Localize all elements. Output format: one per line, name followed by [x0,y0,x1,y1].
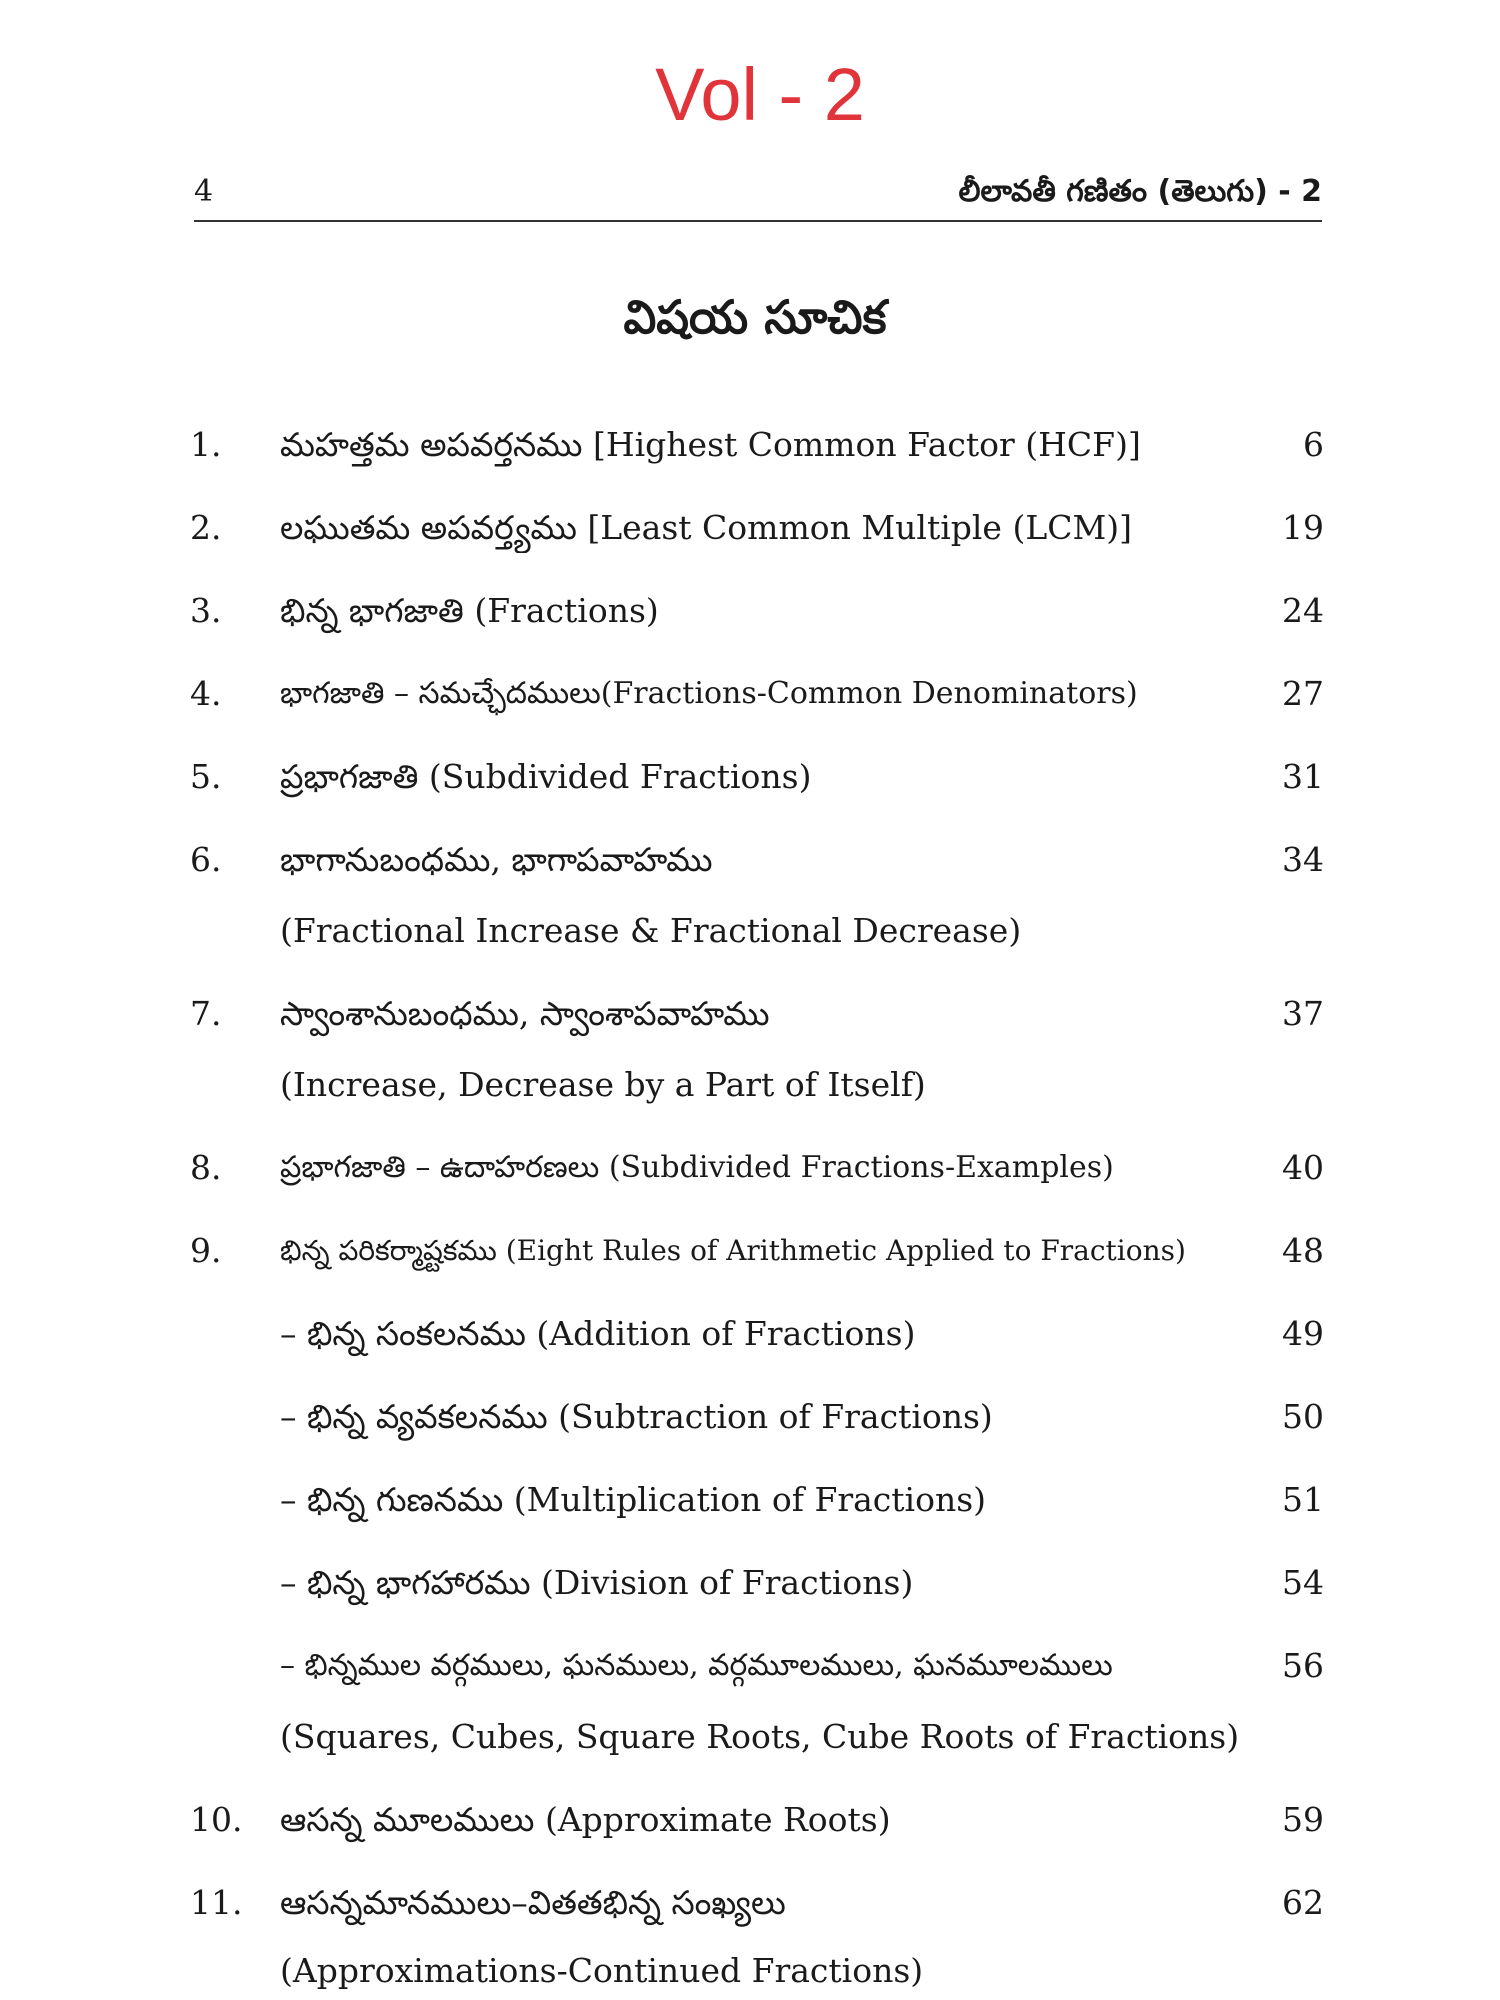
toc-entry-page: 40 [1282,1148,1324,1187]
toc-subentry [0,1475,1500,1525]
toc-entry [0,989,1500,1039]
toc-entry [0,503,1500,553]
toc-subentry [0,1558,1500,1608]
header-book-title: లీలావతీ గణితం (తెలుగు) - 2 [958,174,1322,209]
toc-entry [0,752,1500,802]
toc-entry-page: 6 [1303,425,1324,464]
toc-entry [0,1795,1500,1845]
toc-subentry [0,1392,1500,1442]
toc-entry-text: (Fractional Increase & Fractional Decrease) [280,911,1022,950]
toc-entry [0,420,1500,470]
toc-entry-page: 54 [1282,1563,1324,1602]
toc-entry-number: 5. [190,757,222,796]
toc-entry-page: 19 [1282,508,1324,547]
toc-entry-text: మహత్తమ అపవర్తనము [Highest Common Factor (HCF)] [280,425,1141,464]
toc-entry-number: 1. [190,425,222,464]
header-page-number: 4 [194,174,214,209]
toc-entry-text: – భిన్నముల వర్గములు, ఘనములు, వర్గమూలములు, ఘనమూలములు [280,1648,1113,1683]
toc-entry-page: 37 [1282,994,1324,1033]
toc-entry-page: 31 [1282,757,1324,796]
toc-entry-number: 2. [190,508,222,547]
toc-entry-page: 34 [1282,840,1324,879]
toc-entry-text: ప్రభాగజాతి – ఉదాహరణలు (Subdivided Fractions-Examples) [280,1150,1114,1185]
toc-entry-page: 51 [1282,1480,1324,1519]
toc-entry-page: 27 [1282,674,1324,713]
toc-entry-number: 9. [190,1231,222,1270]
toc-entry-text: – భిన్న గుణనము (Multiplication of Fractions) [280,1480,987,1519]
toc-entry-page: 59 [1282,1800,1324,1839]
toc-entry-number: 11. [190,1883,243,1922]
toc-entry [0,1226,1500,1276]
toc-entry-number: 8. [190,1148,222,1187]
toc-entry-number: 6. [190,840,222,879]
toc-entry-page: 62 [1282,1883,1324,1922]
toc-entry-number: 4. [190,674,222,713]
toc-entry-text: భాగానుబంధము, భాగాపవాహము [280,840,713,879]
toc-entry-text: స్వాంశానుబంధము, స్వాంశాపవాహము [280,994,770,1033]
toc-entry-page: 50 [1282,1397,1324,1436]
toc-entry-page: 49 [1282,1314,1324,1353]
toc-entry-text: లఘుతమ అపవర్త్యము [Least Common Multiple (LCM)] [280,508,1133,547]
toc-entry-text: ఆసన్న మూలములు (Approximate Roots) [280,1800,891,1839]
toc-subentry [0,1309,1500,1359]
toc-entry-text: (Increase, Decrease by a Part of Itself) [280,1065,926,1104]
toc-entry-page: 24 [1282,591,1324,630]
header-divider [194,220,1322,222]
toc-entry-continuation [0,1946,1500,1996]
toc-entry-text: (Approximations-Continued Fractions) [280,1951,924,1990]
page-title: విషయ సూచిక [623,290,887,344]
volume-label: Vol - 2 [655,53,865,136]
toc-subentry [0,1641,1500,1691]
toc-entry-number: 3. [190,591,222,630]
toc-entry-text: – భిన్న భాగహారము (Division of Fractions) [280,1563,914,1602]
toc-entry-text: భిన్న భాగజాతి (Fractions) [280,591,659,630]
toc-entry-text: – భిన్న సంకలనము (Addition of Fractions) [280,1314,916,1353]
toc-entry-text: ఆసన్నమానములు–వితతభిన్న సంఖ్యలు [280,1883,786,1922]
toc-entry-continuation [0,1712,1500,1762]
toc-entry-text: భిన్న పరికర్మాష్టకము (Eight Rules of Arithmetic Applied to Fractions) [280,1234,1186,1267]
toc-entry-number: 10. [190,1800,243,1839]
toc-entry-continuation [0,906,1500,956]
toc-entry-text: భాగజాతి – సమచ్ఛేదములు(Fractions-Common Denominators) [280,676,1138,711]
toc-entry [0,669,1500,719]
toc-entry-text: ప్రభాగజాతి (Subdivided Fractions) [280,757,812,796]
toc-entry [0,586,1500,636]
toc-entry [0,1143,1500,1193]
toc-entry [0,1878,1500,1928]
toc-entry-page: 56 [1282,1646,1324,1685]
page-header [194,170,1322,218]
toc-entry-continuation [0,1060,1500,1110]
toc-entry-number: 7. [190,994,222,1033]
toc-entry [0,835,1500,885]
toc-entry-page: 48 [1282,1231,1324,1270]
toc-entry-text: (Squares, Cubes, Square Roots, Cube Roots of Fractions) [280,1717,1240,1756]
toc-entry-text: – భిన్న వ్యవకలనము (Subtraction of Fractions) [280,1397,993,1436]
